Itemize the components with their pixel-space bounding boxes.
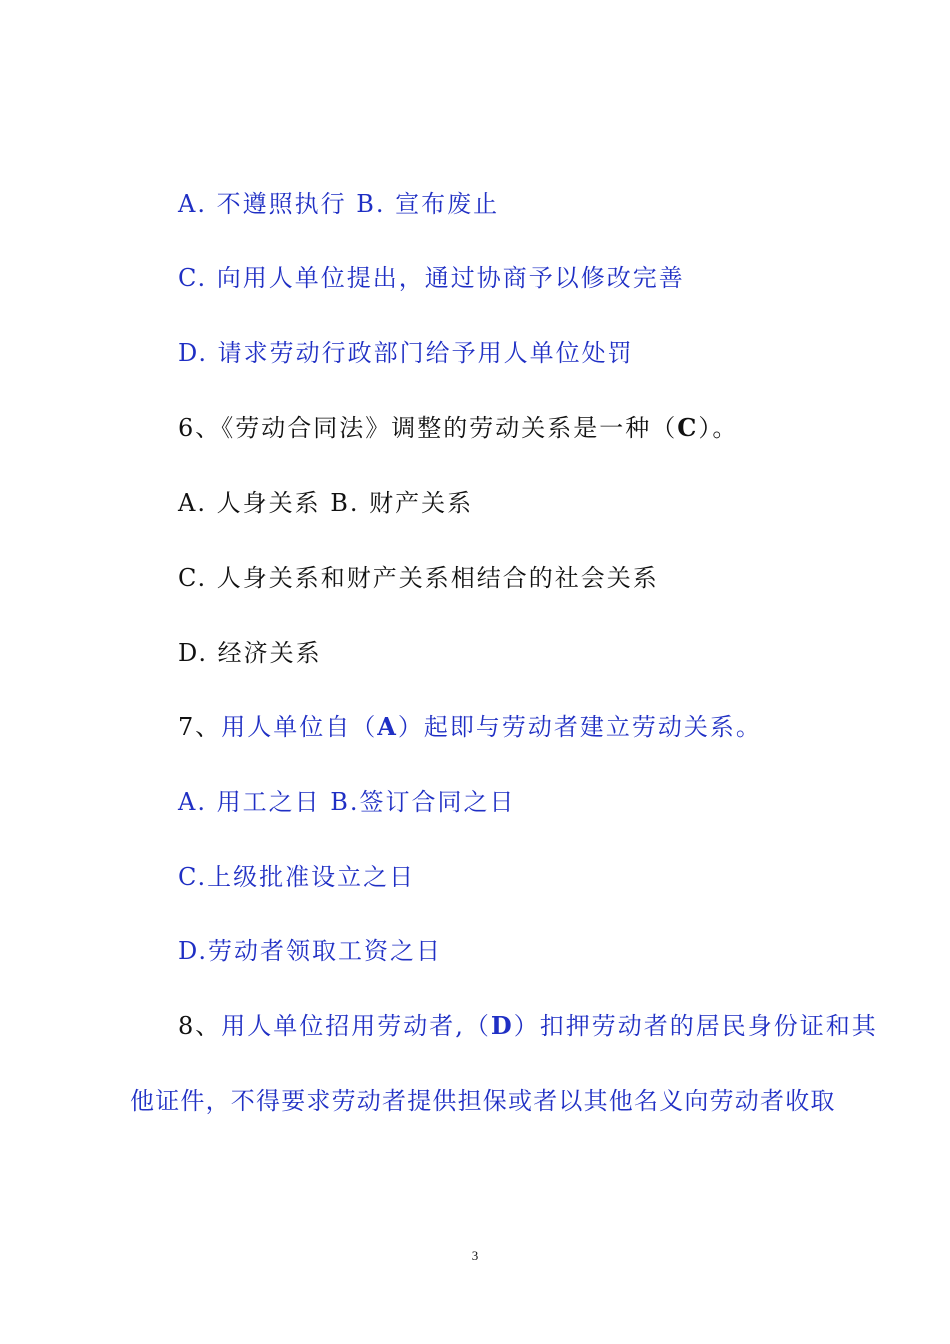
q7-option-d: D.劳动者领取工资之日 [178,937,443,965]
q5-option-d: D. 请求劳动行政部门给予用人单位处罚 [178,339,634,367]
q7-number: 7、 [178,713,222,741]
q6-stem-post: ）。 [698,414,739,442]
q8-stem [178,1010,878,1042]
q7-stem [178,711,762,743]
q6-stem [178,412,738,444]
q7-option-ab: A. 用工之日 B.签订合同之日 [178,788,516,816]
q6-option-ab: A. 人身关系 B. 财产关系 [178,489,474,517]
q8-stem-continuation: 他证件，不得要求劳动者提供担保或者以其他名义向劳动者收取 [130,1087,836,1115]
q5-option-ab: A. 不遵照执行 B. 宣布废止 [178,190,500,218]
q5-option-c: C. 向用人单位提出，通过协商予以修改完善 [178,264,685,292]
q8-stem-post: ）扣押劳动者的居民身份证和其 [513,1012,878,1040]
q6-option-c: C. 人身关系和财产关系相结合的社会关系 [178,564,659,592]
q8-stem-pre: 用人单位招用劳动者,（ [221,1012,491,1040]
q8-number: 8、 [178,1012,222,1040]
q7-stem-pre: 用人单位自（ [221,713,378,741]
q7-answer: A [377,712,398,741]
q7-stem-post: ）起即与劳动者建立劳动关系。 [397,713,762,741]
q6-option-d: D. 经济关系 [178,639,322,667]
q6-answer: C [677,413,699,442]
q7-option-c: C.上级批准设立之日 [178,863,416,891]
page-number: 3 [471,1248,479,1263]
q8-answer: D [490,1011,514,1040]
q6-stem-pre: 6、《劳动合同法》调整的劳动关系是一种（ [178,414,678,442]
